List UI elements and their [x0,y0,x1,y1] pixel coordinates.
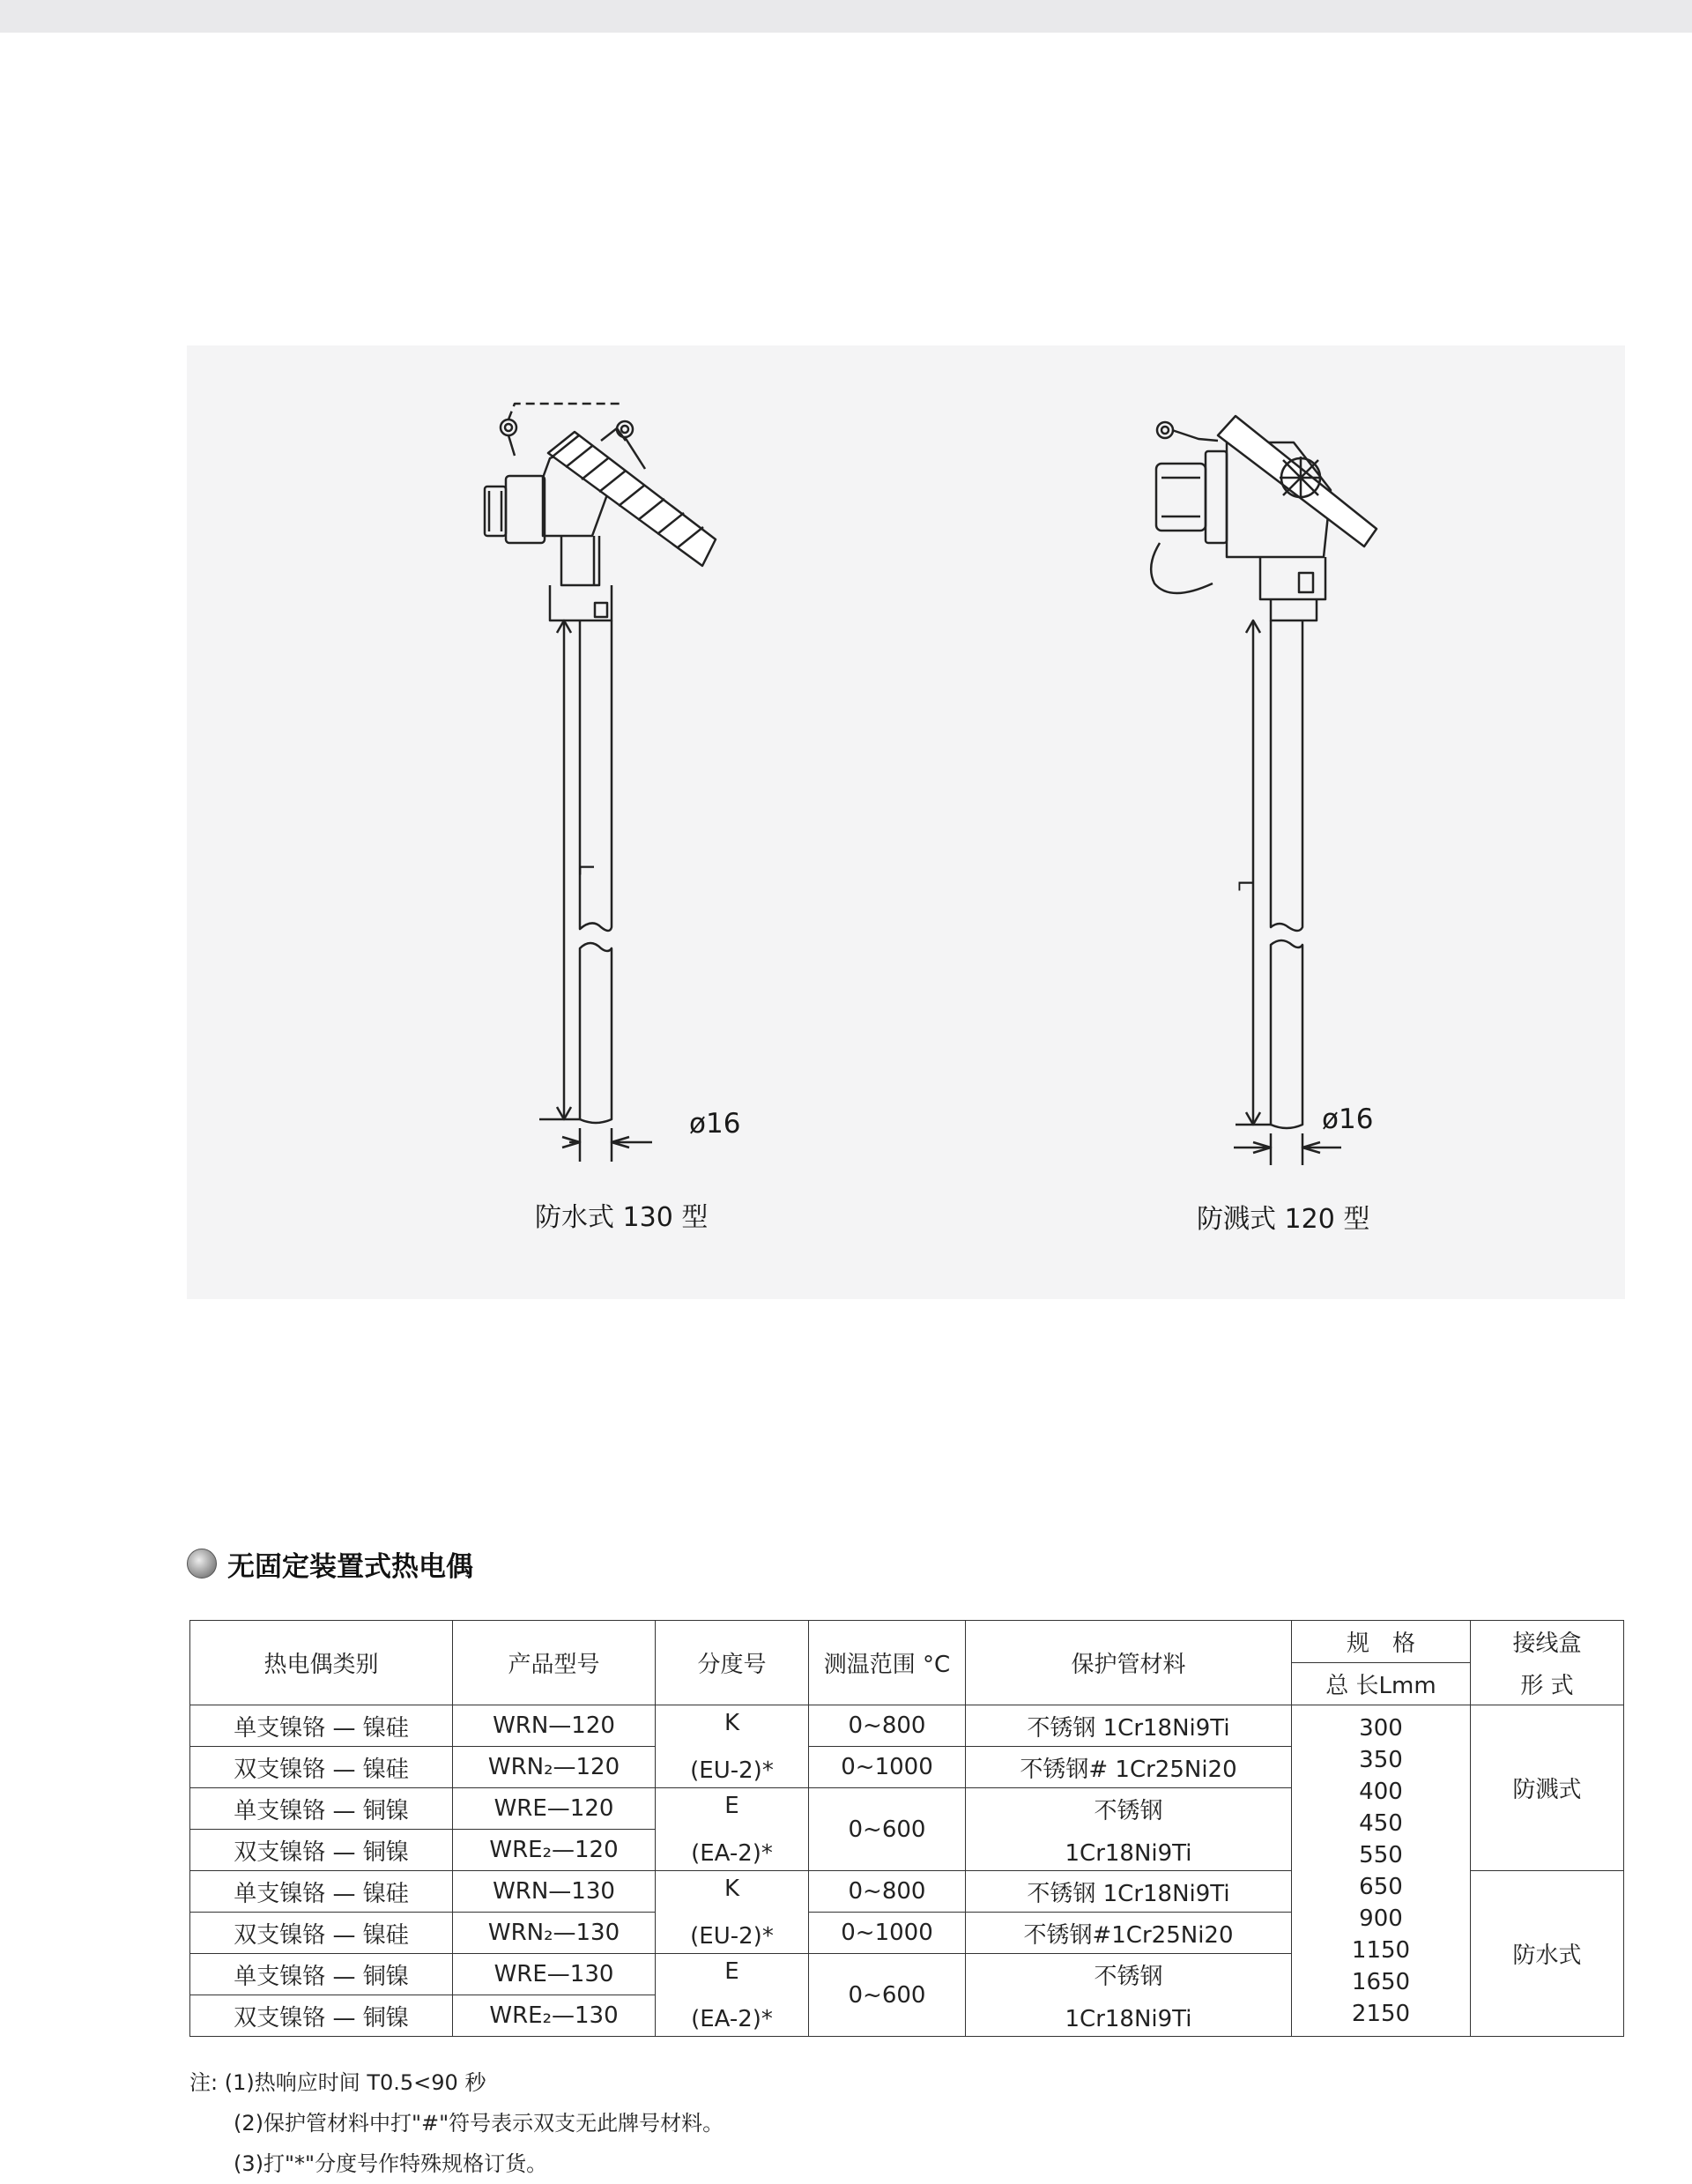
header-model: 产品型号 [453,1621,656,1705]
thermocouple-130-drawing [485,404,716,1162]
diameter-label-right: ø16 [1322,1103,1374,1135]
cell-range: 0~600 [809,1954,966,2037]
cell-range: 0~1000 [809,1913,966,1954]
length-label-right: L [1233,880,1256,891]
cell-type: 单支镍铬 — 铜镍 [190,1788,453,1830]
note-3: (3)打"*"分度号作特殊规格订货。 [234,2151,548,2176]
cell-model: WRE₂—120 [453,1830,656,1871]
header-box-form: 形 式 [1471,1663,1624,1705]
cell-type: 单支镍铬 — 镍硅 [190,1705,453,1747]
cell-graduation: K (EU-2)* [656,1871,809,1954]
cell-type: 单支镍铬 — 镍硅 [190,1871,453,1913]
cell-graduation: E (EA-2)* [656,1954,809,2037]
bullet-icon [187,1549,217,1579]
cell-graduation: K (EU-2)* [656,1705,809,1788]
cell-graduation: E (EA-2)* [656,1788,809,1871]
cell-box-water: 防水式 [1471,1871,1624,2037]
top-bar [0,0,1692,33]
note-1: 注: (1)热响应时间 T0.5<90 秒 [189,2070,486,2095]
cell-material: 不锈钢# 1Cr25Ni20 [966,1747,1292,1788]
table-row [190,1705,1624,1747]
cell-range: 0~1000 [809,1747,966,1788]
caption-left: 防水式 130 型 [535,1202,709,1233]
notes [189,2062,724,2184]
length-label-left: L [574,864,597,875]
header-length: 总 长Lmm [1292,1663,1471,1705]
diameter-label-left: ø16 [689,1108,741,1140]
cell-type: 双支镍铬 — 铜镍 [190,1995,453,2037]
note-2: (2)保护管材料中打"#"符号表示双支无此牌号材料。 [234,2111,724,2136]
cell-model: WRE—120 [453,1788,656,1830]
caption-right: 防溅式 120 型 [1197,1204,1370,1235]
section-heading [187,1544,473,1583]
cell-model: WRN₂—120 [453,1747,656,1788]
spec-table [189,1620,1624,2037]
cell-type: 双支镍铬 — 镍硅 [190,1913,453,1954]
cell-material: 不锈钢 1Cr18Ni9Ti [966,1954,1292,2037]
cell-material: 不锈钢 1Cr18Ni9Ti [966,1871,1292,1913]
section-title: 无固定装置式热电偶 [227,1550,473,1583]
header-box: 接线盒 [1471,1621,1624,1663]
cell-model: WRE₂—130 [453,1995,656,2037]
cell-material: 不锈钢 1Cr18Ni9Ti [966,1705,1292,1747]
cell-model: WRN₂—130 [453,1913,656,1954]
header-range: 测温范围 °C [809,1621,966,1705]
drawing-svg [187,345,1625,1299]
header-type: 热电偶类别 [190,1621,453,1705]
cell-range: 0~800 [809,1871,966,1913]
cell-type: 双支镍铬 — 铜镍 [190,1830,453,1871]
cell-material: 不锈钢 1Cr18Ni9Ti [966,1788,1292,1871]
header-graduation: 分度号 [656,1621,809,1705]
cell-range: 0~800 [809,1705,966,1747]
cell-type: 双支镍铬 — 镍硅 [190,1747,453,1788]
cell-type: 单支镍铬 — 铜镍 [190,1954,453,1995]
product-drawings [187,345,1625,1299]
cell-model: WRE—130 [453,1954,656,1995]
header-material: 保护管材料 [966,1621,1292,1705]
header-spec: 规 格 [1292,1621,1471,1663]
cell-model: WRN—120 [453,1705,656,1747]
cell-material: 不锈钢#1Cr25Ni20 [966,1913,1292,1954]
cell-model: WRN—130 [453,1871,656,1913]
cell-lengths: 300 350 400 450 550 650 900 1150 1650 2150 [1292,1705,1471,2037]
cell-box-splash: 防溅式 [1471,1705,1624,1871]
cell-range: 0~600 [809,1788,966,1871]
thermocouple-120-drawing [1151,416,1377,1165]
